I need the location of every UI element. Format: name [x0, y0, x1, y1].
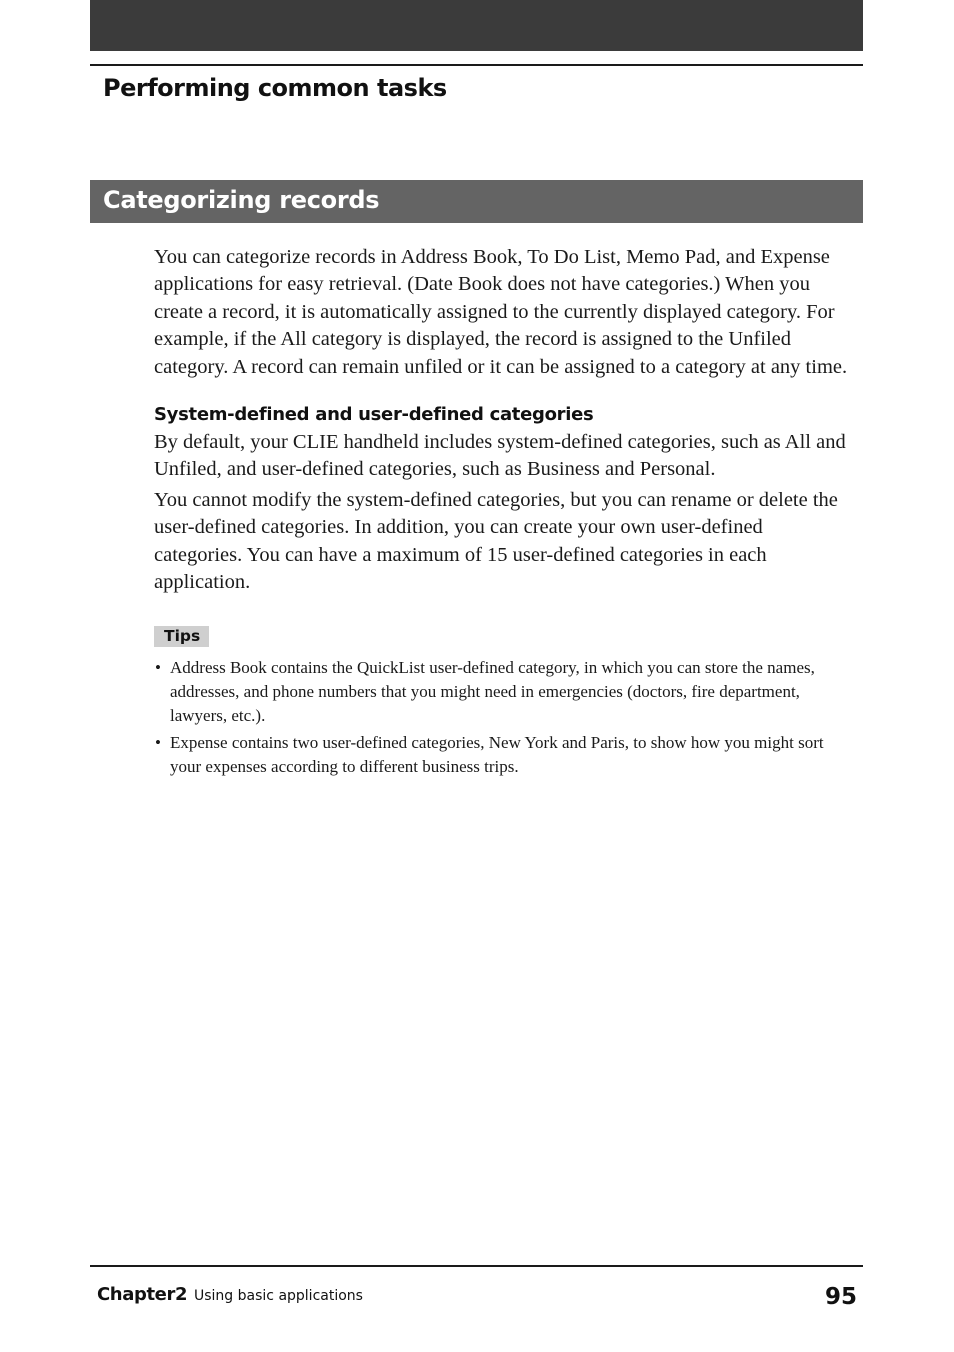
page-number: 95 — [824, 1284, 857, 1310]
paragraph-modify-categories: You cannot modify the system-defined categories, but you can rename or delete the user-defined categories. In addition, you can create your own user-defined categories. You can have a maximum of 15 user-defined categories in each application. — [154, 488, 838, 594]
paragraph-default-categories: By default, your CLIE handheld includes system-defined categories, such as All and Unfiled, and user-defined categories, such as Business and Personal. — [154, 431, 846, 481]
footer-rule — [90, 1265, 863, 1267]
tip-text: Address Book contains the QuickList user-defined category, in which you can store the names, addresses, and phone numbers that you might need in emergencies (doctors, fire department, lawyers, etc.). — [170, 658, 815, 726]
tips-list — [154, 656, 854, 779]
header-bar — [90, 0, 863, 51]
bullet-icon: • — [155, 733, 161, 753]
tip-text: Expense contains two user-defined categories, New York and Paris, to show how you might sort your expenses according to different business trips. — [170, 733, 824, 777]
main-content — [154, 244, 854, 782]
footer-chapter-description: Using basic applications — [194, 1288, 363, 1304]
tips-label: Tips — [154, 626, 209, 647]
tip-item — [154, 656, 854, 728]
subheading: System-defined and user-defined categories — [154, 404, 594, 426]
title-band — [90, 180, 863, 223]
tip-item — [154, 731, 854, 779]
footer-chapter: Chapter2 — [97, 1284, 188, 1305]
intro-paragraph: You can categorize records in Address Book, To Do List, Memo Pad, and Expense applications for easy retrieval. (Date Book does not have categories.) When you create a record, it is automatically assigned to the currently displayed category. For example, if the All category is displayed, the record is assigned to the Unfiled category. A record can remain unfiled or it can be assigned to a category at any time. — [154, 246, 848, 378]
bullet-icon: • — [155, 658, 161, 678]
section-title: Performing common tasks — [103, 74, 447, 102]
page-title: Categorizing records — [103, 186, 380, 214]
header-rule — [90, 64, 863, 66]
